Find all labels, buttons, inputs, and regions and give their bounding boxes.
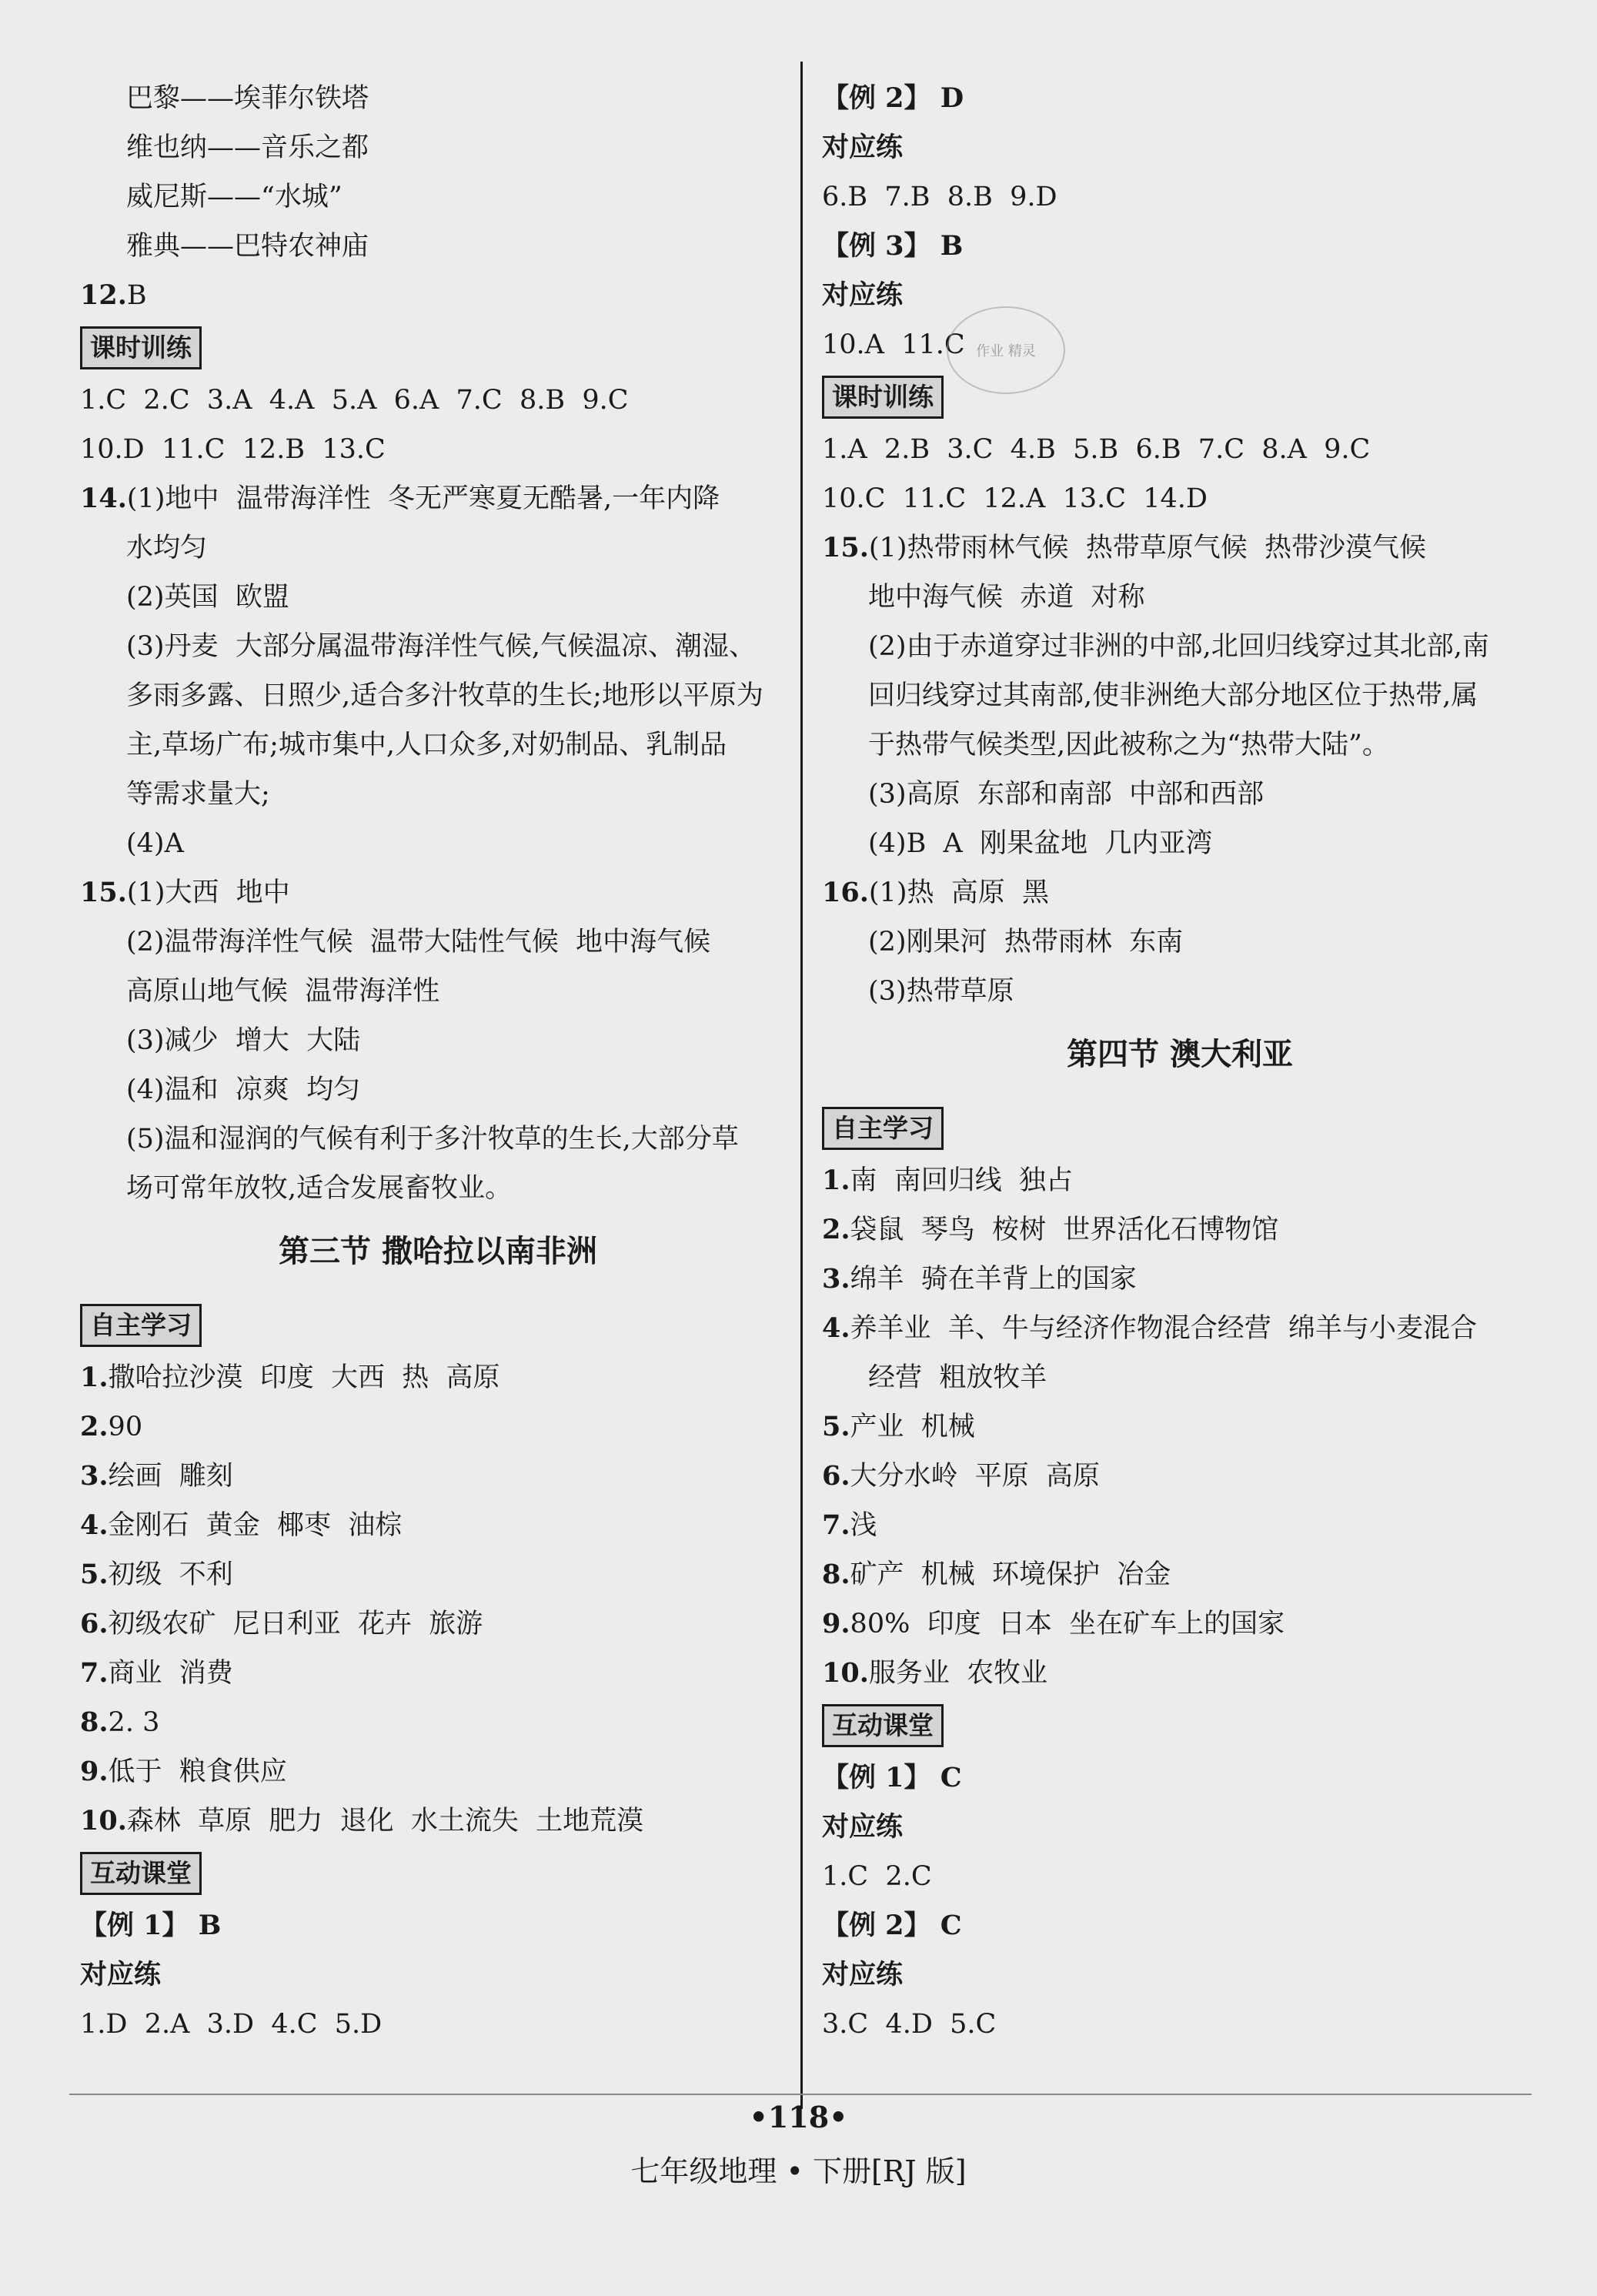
- answer-line: [822, 1452, 1538, 1501]
- answer-line: [80, 222, 796, 271]
- answer-line: [822, 1205, 1538, 1255]
- answer-text: (2)由于赤道穿过非洲的中部,北回归线穿过其北部,南: [868, 631, 1489, 662]
- answer-text: 初级 不利: [108, 1559, 233, 1590]
- answer-line: [80, 1550, 796, 1599]
- answer-text: 【例 2】 C: [822, 1910, 962, 1941]
- answer-text: 3.C 4.D 5.C: [822, 2009, 997, 2040]
- question-number: 3.: [80, 1460, 109, 1492]
- answer-text: 初级农矿 尼日利亚 花卉 旅游: [108, 1609, 483, 1639]
- answer-text: 6.B 7.B 8.B 9.D: [822, 182, 1057, 212]
- answer-text: 经营 粗放牧羊: [868, 1362, 1047, 1393]
- answer-line: [822, 2000, 1538, 2049]
- footer-rule: [69, 2094, 1532, 2095]
- answer-text: (1)热 高原 黑: [868, 877, 1049, 908]
- section-label-row: [822, 1101, 1538, 1156]
- answer-text: 90: [108, 1412, 143, 1442]
- book-title: 七年级地理 • 下册[RJ 版]: [630, 2154, 967, 2188]
- answer-text: 多雨多露、日照少,适合多汁牧草的生长;地形以平原为: [126, 680, 763, 711]
- answer-line: [80, 74, 796, 123]
- answer-text: 【例 2】 D: [822, 82, 964, 114]
- answer-line: [822, 622, 1538, 671]
- answer-line: [80, 573, 796, 622]
- answer-text: 产业 机械: [850, 1412, 975, 1442]
- answer-text: 对应练: [822, 1811, 904, 1843]
- answer-text: 绵羊 骑在羊背上的国家: [850, 1264, 1137, 1295]
- answer-text: 大分水岭 平原 高原: [850, 1461, 1101, 1492]
- answer-line: [822, 425, 1538, 474]
- question-number: 15.: [822, 532, 869, 563]
- answer-text: 80% 印度 日本 坐在矿车上的国家: [850, 1609, 1285, 1639]
- answer-line: [80, 671, 796, 720]
- answer-line: [80, 474, 796, 523]
- answer-line: [822, 1501, 1538, 1550]
- question-number: 2.: [822, 1214, 850, 1245]
- answer-text: (4)B A 刚果盆地 几内亚湾: [868, 828, 1213, 859]
- answer-line: [80, 967, 796, 1016]
- answer-text: 【例 1】 C: [822, 1762, 962, 1793]
- answer-text: 主,草场广布;城市集中,人口众多,对奶制品、乳制品: [126, 730, 727, 760]
- answer-text: 【例 1】 B: [80, 1910, 222, 1941]
- answer-text: 1.C 2.C: [822, 1861, 932, 1892]
- answer-text: 对应练: [80, 1959, 162, 1990]
- answer-line: [822, 523, 1538, 573]
- answer-line: [80, 172, 796, 222]
- answer-text: 10.D 11.C 12.B 13.C: [80, 434, 386, 465]
- answer-text: B: [126, 280, 147, 311]
- answer-text: 维也纳——音乐之都: [126, 132, 369, 163]
- answer-line: [822, 720, 1538, 770]
- answer-text: 10.A 11.C: [822, 329, 965, 360]
- answer-text: 对应练: [822, 132, 904, 163]
- question-number: 1.: [80, 1362, 109, 1393]
- answer-line: [822, 1950, 1538, 2000]
- section-label: 互动课堂: [80, 1852, 202, 1895]
- answer-line: [822, 917, 1538, 967]
- answer-text: 1.A 2.B 3.C 4.B 5.B 6.B 7.C 8.A 9.C: [822, 434, 1371, 465]
- question-number: 6.: [822, 1460, 850, 1492]
- question-number: 15.: [80, 877, 127, 908]
- section-title: 第四节 澳大利亚: [1067, 1037, 1293, 1072]
- answer-line: [822, 1753, 1538, 1803]
- question-number: 2.: [80, 1411, 109, 1442]
- section-title: 第三节 撒哈拉以南非洲: [279, 1234, 597, 1269]
- answer-text: 服务业 农牧业: [868, 1658, 1048, 1689]
- answer-text: 对应练: [822, 279, 904, 311]
- answer-line: [822, 1852, 1538, 1901]
- answer-text: (2)刚果河 热带雨林 东南: [868, 927, 1184, 958]
- answer-text: 雅典——巴特农神庙: [126, 231, 369, 262]
- question-number: 1.: [822, 1165, 850, 1196]
- answer-line: [80, 271, 796, 320]
- answer-line: [80, 123, 796, 172]
- answer-text: 回归线穿过其南部,使非洲绝大部分地区位于热带,属: [868, 680, 1478, 711]
- answer-text: 10.C 11.C 12.A 13.C 14.D: [822, 483, 1208, 514]
- question-number: 5.: [822, 1411, 850, 1442]
- answer-line: [80, 523, 796, 573]
- answer-text: 南 南回归线 独占: [850, 1165, 1074, 1196]
- answer-line: [80, 917, 796, 967]
- answer-line: [80, 1501, 796, 1550]
- answer-text: (4)A: [126, 828, 184, 859]
- left-column: [80, 74, 796, 2049]
- question-number: 9.: [822, 1608, 850, 1639]
- answer-text: 威尼斯——“水城”: [126, 182, 342, 212]
- answer-line: [80, 720, 796, 770]
- answer-line: [80, 1353, 796, 1402]
- answer-text: 高原山地气候 温带海洋性: [126, 976, 440, 1007]
- answer-line: [822, 1353, 1538, 1402]
- answer-text: 1.C 2.C 3.A 4.A 5.A 6.A 7.C 8.B 9.C: [80, 385, 629, 416]
- answer-text: 浅: [850, 1510, 877, 1541]
- answer-text: 1.D 2.A 3.D 4.C 5.D: [80, 2009, 383, 2040]
- answer-line: [822, 1156, 1538, 1205]
- answer-text: 【例 3】 B: [822, 230, 964, 262]
- answer-line: [80, 1065, 796, 1115]
- question-number: 8.: [80, 1706, 109, 1738]
- answer-text: 商业 消费: [108, 1658, 233, 1689]
- answer-text: 地中海气候 赤道 对称: [868, 582, 1145, 613]
- answer-line: [822, 172, 1538, 222]
- question-number: 8.: [822, 1559, 850, 1590]
- answer-line: [822, 671, 1538, 720]
- section-label-row: [80, 1298, 796, 1353]
- column-divider: [800, 62, 803, 2109]
- answer-line: [822, 819, 1538, 868]
- answer-text: 撒哈拉沙漠 印度 大西 热 高原: [108, 1362, 500, 1393]
- answer-line: [80, 622, 796, 671]
- question-number: 5.: [80, 1559, 109, 1590]
- answer-text: (2)温带海洋性气候 温带大陆性气候 地中海气候: [126, 927, 711, 958]
- answer-line: [80, 2000, 796, 2049]
- answer-line: [822, 474, 1538, 523]
- answer-line: [822, 967, 1538, 1016]
- answer-text: 场可常年放牧,适合发展畜牧业。: [126, 1173, 513, 1204]
- answer-text: (5)温和湿润的气候有利于多汁牧草的生长,大部分草: [126, 1124, 739, 1155]
- answer-text: 水均匀: [126, 533, 208, 563]
- answer-line: [822, 868, 1538, 917]
- answer-line: [822, 573, 1538, 622]
- right-column: [822, 74, 1538, 2049]
- answer-line: [822, 123, 1538, 172]
- question-number: 7.: [822, 1509, 850, 1541]
- section-label: 互动课堂: [822, 1704, 944, 1747]
- answer-text: 对应练: [822, 1959, 904, 1990]
- answer-line: [822, 1599, 1538, 1649]
- section-label-row: [822, 1698, 1538, 1753]
- answer-line: [822, 770, 1538, 819]
- answer-line: [80, 1402, 796, 1452]
- answer-line: [80, 1599, 796, 1649]
- answer-line: [80, 1747, 796, 1796]
- answer-line: [80, 819, 796, 868]
- answer-line: [822, 74, 1538, 123]
- answer-text: 低于 粮食供应: [108, 1756, 287, 1787]
- question-number: 16.: [822, 877, 869, 908]
- answer-text: 绘画 雕刻: [108, 1461, 233, 1492]
- answer-line: [822, 222, 1538, 271]
- answer-text: 袋鼠 琴鸟 桉树 世界活化石博物馆: [850, 1215, 1279, 1245]
- answer-text: 巴黎——埃菲尔铁塔: [126, 83, 369, 114]
- answer-line: [80, 868, 796, 917]
- answer-text: (3)热带草原: [868, 976, 1014, 1007]
- answer-line: [80, 1950, 796, 2000]
- section-label-row: [822, 369, 1538, 425]
- answer-text: (3)丹麦 大部分属温带海洋性气候,气候温凉、潮湿、: [126, 631, 756, 662]
- answer-line: [80, 1698, 796, 1747]
- section-label-row: [80, 320, 796, 376]
- stamp-text: 作业 精灵: [976, 343, 1036, 359]
- answer-line: [822, 1803, 1538, 1852]
- answer-line: [822, 271, 1538, 320]
- answer-line: [80, 1452, 796, 1501]
- answer-line: [80, 376, 796, 425]
- answer-text: (1)大西 地中: [126, 877, 290, 908]
- question-number: 12.: [80, 279, 127, 311]
- answer-line: [80, 1649, 796, 1698]
- section-label: 课时训练: [80, 326, 202, 369]
- answer-line: [822, 320, 1538, 369]
- question-number: 3.: [822, 1263, 850, 1295]
- page-number: •118•: [749, 2100, 848, 2134]
- question-number: 14.: [80, 483, 127, 514]
- answer-text: 于热带气候类型,因此被称之为“热带大陆”。: [868, 730, 1389, 760]
- question-number: 4.: [822, 1312, 850, 1344]
- question-number: 10.: [822, 1657, 869, 1689]
- answer-text: (1)热带雨林气候 热带草原气候 热带沙漠气候: [868, 533, 1426, 563]
- answer-text: (1)地中 温带海洋性 冬无严寒夏无酷暑,一年内降: [126, 483, 720, 514]
- answer-text: 2. 3: [108, 1707, 160, 1738]
- answer-line: [80, 1901, 796, 1950]
- answer-text: (2)英国 欧盟: [126, 582, 289, 613]
- answer-line: [822, 1901, 1538, 1950]
- answer-line: [822, 1550, 1538, 1599]
- question-number: 6.: [80, 1608, 109, 1639]
- answer-line: [822, 1255, 1538, 1304]
- answer-text: 养羊业 羊、牛与经济作物混合经营 绵羊与小麦混合: [850, 1313, 1478, 1344]
- answer-line: [822, 1402, 1538, 1452]
- answer-text: 等需求量大;: [126, 779, 270, 810]
- answer-line: [80, 1115, 796, 1164]
- section-label: 自主学习: [822, 1107, 944, 1150]
- answer-text: 森林 草原 肥力 退化 水土流失 土地荒漠: [126, 1806, 644, 1836]
- answer-text: 矿产 机械 环境保护 冶金: [850, 1559, 1171, 1590]
- answer-line: [80, 1164, 796, 1213]
- watermark-stamp: [947, 306, 1065, 394]
- section-label-row: [80, 1846, 796, 1901]
- question-number: 7.: [80, 1657, 109, 1689]
- answer-line: [80, 1016, 796, 1065]
- answer-text: (3)高原 东部和南部 中部和西部: [868, 779, 1265, 810]
- answer-line: [80, 425, 796, 474]
- answer-text: (3)减少 增大 大陆: [126, 1025, 361, 1056]
- section-label: 课时训练: [822, 376, 944, 419]
- answer-line: [80, 1796, 796, 1846]
- answer-text: 金刚石 黄金 椰枣 油棕: [108, 1510, 403, 1541]
- question-number: 9.: [80, 1756, 109, 1787]
- answer-text: (4)温和 凉爽 均匀: [126, 1074, 361, 1105]
- answer-line: [822, 1304, 1538, 1353]
- question-number: 4.: [80, 1509, 109, 1541]
- section-label: 自主学习: [80, 1304, 202, 1347]
- answer-line: [80, 770, 796, 819]
- question-number: 10.: [80, 1805, 127, 1836]
- answer-line: [822, 1649, 1538, 1698]
